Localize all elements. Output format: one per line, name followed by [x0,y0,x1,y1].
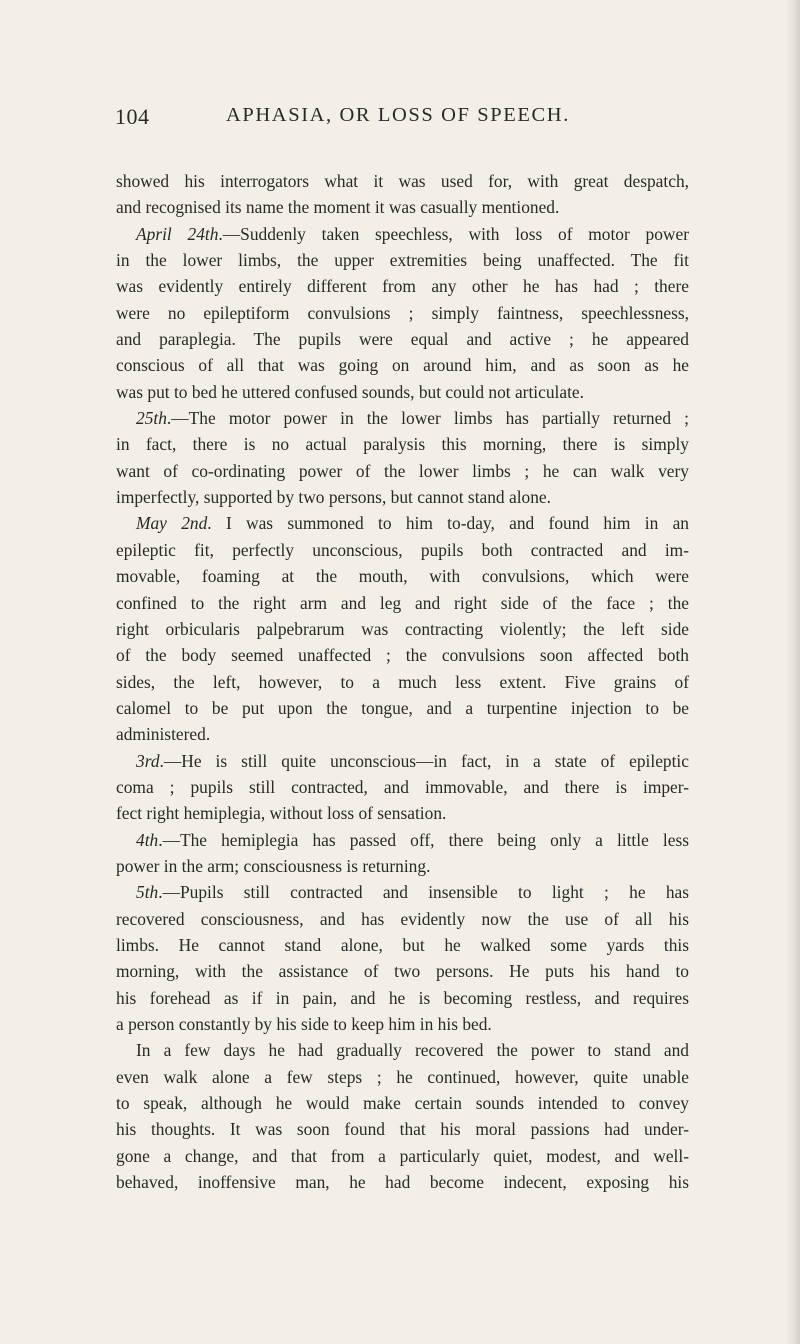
line-text: movable, foaming at the mouth, with convulsions, which were [116,566,689,587]
line-text: right orbicularis palpebrarum was contracting violently; the left side [116,618,689,639]
text-line [116,1169,689,1195]
text-line [116,879,689,905]
text-line [116,669,689,695]
text-line [116,1143,689,1169]
entry-date: 4th [136,829,159,850]
line-text: and recognised its name the moment it was casually mentioned. [116,197,560,218]
line-text: coma ; pupils still contracted, and immovable, and there is imper- [116,776,689,797]
text-line [116,1090,689,1116]
line-text: conscious of all that was going on around him, and as soon as he [116,355,689,376]
line-text: power in the arm; consciousness is returning. [116,855,431,876]
line-text: imperfectly, supported by two persons, but cannot stand alone. [116,487,551,508]
line-text: .—The hemiplegia has passed off, there being only a little less [158,829,689,850]
text-line [116,431,689,457]
line-text: .—Pupils still contracted and insensible to light ; he has [158,882,689,903]
text-line [116,1064,689,1090]
text-line [116,458,689,484]
entry-date: April 24th [136,223,219,244]
text-line [116,695,689,721]
body-text [116,168,689,1195]
text-line [116,484,689,510]
entry-date: 25th [136,408,167,429]
page-number: 104 [115,104,150,129]
text-line [116,721,689,747]
text-line [116,379,689,405]
line-text: .—He is still quite unconscious—in fact, in a state of epileptic [159,750,689,771]
text-line [116,1037,689,1063]
line-text: .—The motor power in the lower limbs has partially returned ; [166,408,689,429]
text-line [116,168,689,194]
text-line [116,800,689,826]
line-text: . I was summoned to him to-day, and found him in an [207,513,690,534]
line-text: was put to bed he uttered confused sounds, but could not articulate. [116,381,584,402]
entry-date: May 2nd [136,513,208,534]
text-line [116,326,689,352]
text-line [116,194,689,220]
line-text: his forehead as if in pain, and he is becoming restless, and requires [116,987,689,1008]
line-text: behaved, inoffensive man, he had become indecent, exposing his [116,1172,689,1193]
line-text: a person constantly by his side to keep him in his bed. [116,1014,492,1034]
text-line [116,405,689,431]
line-text: calomel to be put upon the tongue, and a turpentine injection to be [116,697,689,718]
text-line [116,985,689,1011]
text-line [116,642,689,668]
text-line [116,853,689,879]
line-text: in fact, there is no actual paralysis this morning, there is simply [116,434,689,455]
text-line [116,774,689,800]
line-text: morning, with the assistance of two persons. He puts his hand to [116,961,689,982]
page-header [115,104,685,144]
line-text: administered. [116,724,211,745]
text-line [116,273,689,299]
text-line [116,827,689,853]
text-line [116,537,689,563]
text-line [116,221,689,247]
line-text: .—Suddenly taken speechless, with loss of motor power [218,223,689,244]
line-text: confined to the right arm and leg and right side of the face ; the [116,592,689,613]
line-text: and paraplegia. The pupils were equal and active ; he appeared [116,329,689,350]
line-text: fect right hemiplegia, without loss of sensation. [116,803,447,824]
text-line [116,590,689,616]
line-text: was evidently entirely different from any other he has had ; there [116,276,689,297]
line-text: of the body seemed unaffected ; the convulsions soon affected both [116,645,689,666]
text-line [116,510,689,536]
text-line [116,932,689,958]
line-text: want of co-ordinating power of the lower limbs ; he can walk very [116,460,689,481]
text-line [116,563,689,589]
text-line [116,748,689,774]
text-line [116,1116,689,1142]
line-text: gone a change, and that from a particularly quiet, modest, and well- [116,1145,689,1166]
text-line [116,906,689,932]
line-text: in the lower limbs, the upper extremities being unaffected. The fit [116,250,689,271]
text-line [116,352,689,378]
line-text: sides, the left, however, to a much less extent. Five grains of [116,671,689,692]
line-text: his thoughts. It was soon found that his moral passions had under- [116,1119,689,1140]
line-text: to speak, although he would make certain sounds intended to convey [116,1093,689,1114]
line-text: showed his interrogators what it was used for, with great despatch, [116,171,689,191]
text-line [116,300,689,326]
running-title: APHASIA, OR LOSS OF SPEECH. [226,104,570,126]
entry-date: 5th [136,882,159,903]
text-line [116,958,689,984]
line-text: limbs. He cannot stand alone, but he walked some yards this [116,934,689,955]
line-text: epileptic fit, perfectly unconscious, pupils both contracted and im- [116,539,689,560]
text-line [116,1011,689,1037]
line-text: In a few days he had gradually recovered the power to stand and [136,1040,689,1061]
text-line [116,247,689,273]
text-line [116,616,689,642]
line-text: were no epileptiform convulsions ; simply faintness, speechlessness, [116,302,689,323]
line-text: even walk alone a few steps ; he continued, however, quite unable [116,1066,689,1087]
page-edge-shadow [786,0,800,1344]
line-text: recovered consciousness, and has evidently now the use of all his [116,908,689,929]
entry-date: 3rd [136,750,160,771]
